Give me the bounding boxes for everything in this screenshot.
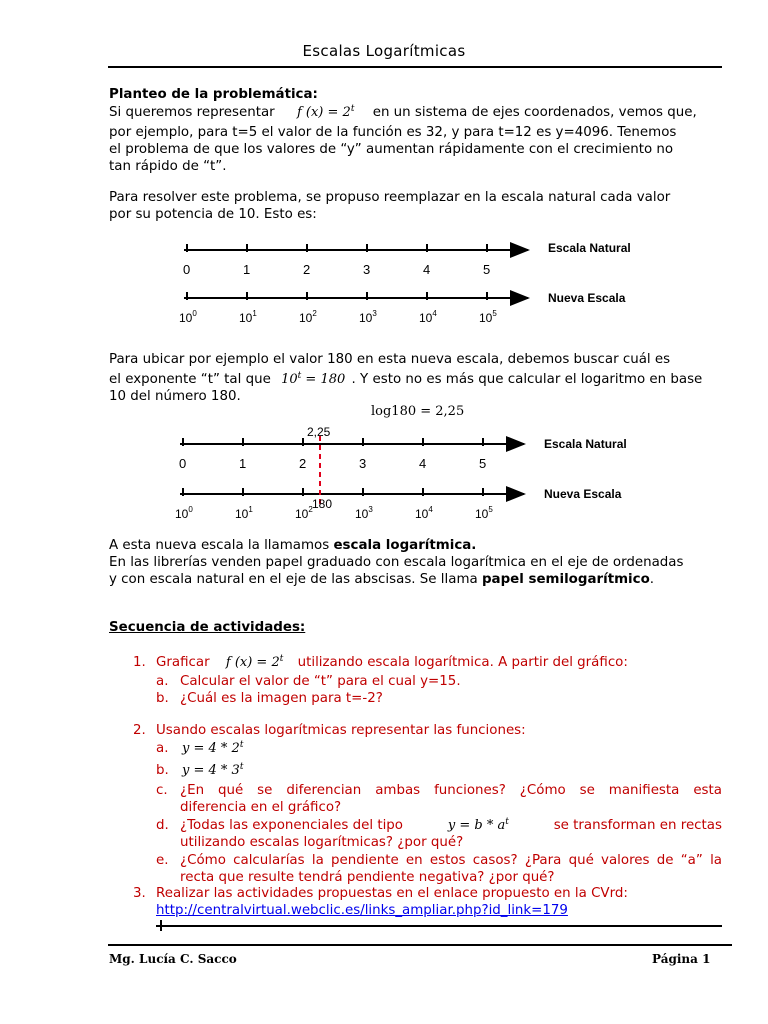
new-scale-tick-label: $10^0$ <box>175 505 193 521</box>
natural-scale-label: Escala Natural <box>544 437 627 451</box>
paragraph-2-line-2: por su potencia de 10. Esto es: <box>109 207 317 222</box>
natural-scale-tick-label: 2 <box>299 456 307 471</box>
marker-label-180: 180 <box>312 497 333 511</box>
p1-text-b: en un sistema de ejes coordenados, vemos que, <box>372 105 697 120</box>
new-scale-tick-label: $10^3$ <box>359 309 377 325</box>
new-scale-tick-label: $10^0$ <box>179 309 197 325</box>
new-scale-tick-label: $10^4$ <box>419 309 437 325</box>
new-scale-tick-label: $10^1$ <box>239 309 257 325</box>
paragraph-1-line-2: por ejemplo, para t=5 el valor de la función es 32, y para t=12 es y=4096. Tenemos <box>109 125 677 140</box>
formula-f-x-2t-activity: f $(x) = 2^t$ <box>225 654 284 670</box>
natural-scale-tick-label: 1 <box>243 262 251 277</box>
paragraph-1-line-1 <box>109 104 722 123</box>
new-scale-tick-label: $10^1$ <box>235 505 253 521</box>
natural-scale-tick-label: 3 <box>363 262 371 277</box>
header-divider <box>108 66 722 68</box>
new-scale-label: Nueva Escala <box>548 291 626 305</box>
paragraph-5-line-2: y con escala natural en el eje de las abscisas. Se llama papel semilogarítmico. <box>109 572 655 587</box>
p1-text-a: Si queremos representar <box>109 105 275 120</box>
natural-scale-tick-label: 3 <box>359 456 367 471</box>
new-scale-label: Nueva Escala <box>544 487 622 501</box>
paragraph-4: A esta nueva escala la llamamos escala logarítmica. <box>109 538 477 553</box>
new-scale-tick-label: $10^5$ <box>475 505 493 521</box>
marker-label-2-25: 2,25 <box>307 425 331 439</box>
footer-author: Mg. Lucía C. Sacco <box>109 952 237 966</box>
formula-10-t-180: $10^t = 180$ <box>281 371 346 387</box>
new-scale-tick-label: $10^5$ <box>479 309 497 325</box>
term-papel-semilogaritmico: papel semilogarítmico <box>481 572 650 587</box>
scale-diagram-1 <box>170 236 650 332</box>
section-heading-planteo: Planteo de la problemática: <box>109 87 318 102</box>
new-scale-tick-label: $10^4$ <box>415 505 433 521</box>
new-scale-tick-label: $10^2$ <box>295 505 313 521</box>
natural-scale-tick-label: 5 <box>479 456 487 471</box>
rule-tick <box>160 920 162 931</box>
cvrd-link[interactable]: http://centralvirtual.webclic.es/links_ampliar.php?id_link=179 <box>156 903 568 918</box>
natural-scale-tick-label: 2 <box>303 262 311 277</box>
new-scale-tick-label: $10^3$ <box>355 505 373 521</box>
natural-scale-tick-label: 1 <box>239 456 247 471</box>
paragraph-3-line-1: Para ubicar por ejemplo el valor 180 en esta nueva escala, debemos buscar cuál es <box>109 352 671 367</box>
formula-y-b-a-t: $y = b * a^t$ <box>447 817 509 833</box>
natural-scale-tick-label: 4 <box>423 262 431 277</box>
activities-heading: Secuencia de actividades: <box>109 620 306 635</box>
paragraph-1-line-3: el problema de que los valores de “y” aumentan rápidamente con el crecimiento no <box>109 142 674 157</box>
scale-diagram-2 <box>166 422 646 526</box>
natural-scale-tick-label: 0 <box>179 456 187 471</box>
natural-scale-label: Escala Natural <box>548 241 631 255</box>
footer-page-number: Página 1 <box>652 952 711 966</box>
natural-scale-tick-label: 4 <box>419 456 427 471</box>
paragraph-2-line-1: Para resolver este problema, se propuso reemplazar en la escala natural cada valor <box>109 190 671 205</box>
paragraph-3-line-2: el exponente “t” tal que $10^t = 180$ . Y esto no es más que calcular el logaritmo en base <box>109 371 703 387</box>
new-scale-tick-label: $10^2$ <box>299 309 317 325</box>
term-escala-logaritmica: escala logarítmica. <box>333 538 477 553</box>
natural-scale-tick-label: 5 <box>483 262 491 277</box>
formula-f-x-2t: f $(x) = 2^t$ <box>296 104 355 120</box>
paragraph-3-line-3: 10 del número 180. <box>109 389 241 404</box>
natural-scale-tick-label: 0 <box>183 262 191 277</box>
paragraph-5-line-1: En las librerías venden papel graduado con escala logarítmica en el eje de ordenadas <box>109 555 684 570</box>
footer-divider <box>108 944 732 946</box>
activities-end-rule <box>156 925 722 927</box>
paragraph-1-line-4: tan rápido de “t”. <box>109 159 227 174</box>
log-formula: log180 = 2,25 <box>371 404 465 419</box>
page-title: Escalas Logarítmicas <box>302 42 466 60</box>
